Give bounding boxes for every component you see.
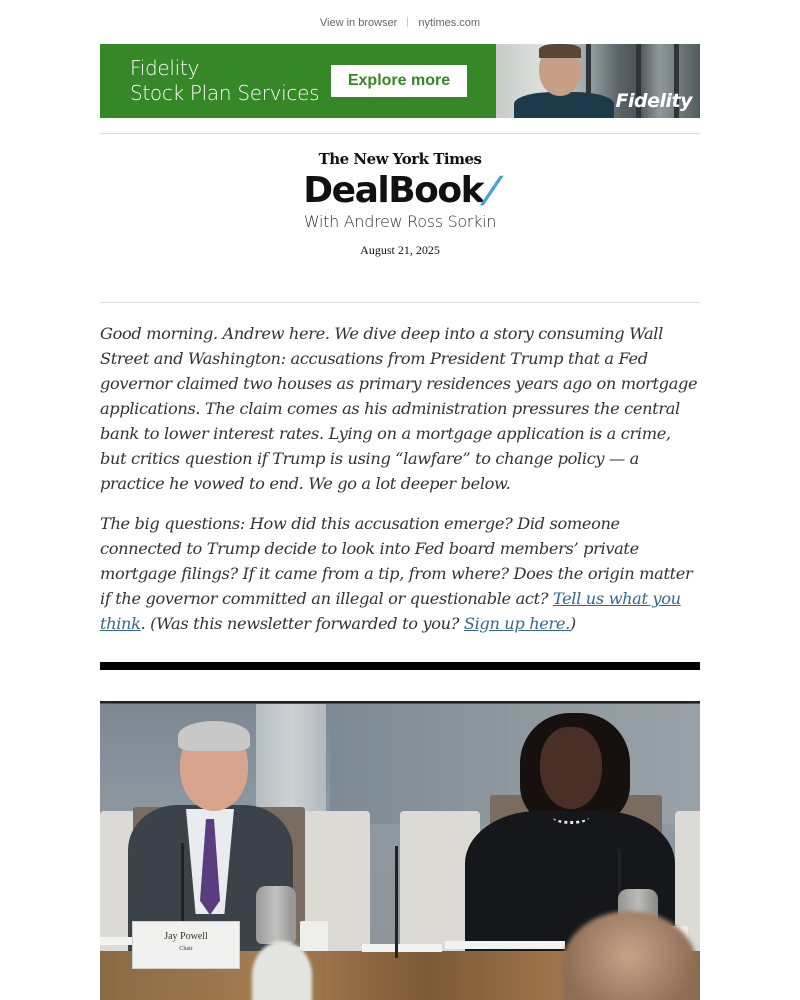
intro-text: [100, 321, 700, 651]
water-carafe: [256, 886, 296, 944]
fidelity-ad-banner[interactable]: [100, 44, 700, 118]
paper: [362, 944, 442, 952]
section-divider: [100, 662, 700, 670]
nyt-logo: The New York Times: [318, 150, 482, 168]
woman-head: [540, 727, 602, 809]
paragraph-text: . (Was this newsletter forwarded to you?: [140, 614, 464, 633]
divider: [100, 302, 700, 303]
preheader: [0, 17, 800, 29]
nameplate: [132, 921, 240, 969]
nameplate-title: Chair: [179, 946, 193, 952]
dealbook-logo: [100, 171, 700, 211]
ad-line-1: Fidelity: [130, 56, 199, 80]
photo-pillar: [256, 704, 326, 824]
pearl-necklace: [553, 811, 589, 824]
ad-line-2: Stock Plan Services: [130, 81, 320, 105]
person-hair: [539, 44, 581, 58]
ad-headline: [130, 56, 319, 106]
nytimes-link[interactable]: nytimes.com: [418, 17, 481, 29]
paragraph-text: ): [569, 614, 576, 633]
nameplate-name: Jay Powell: [164, 931, 208, 942]
person-body: [514, 92, 614, 118]
intro-paragraph-1: Good morning. Andrew here. We dive deep into a story consuming Wall Street and Washington: accusations from President Trump that a Fed governor claimed two houses as primary residences years ago on mortgage applications. The claim comes as his administration pressures the central bank to lower interest rates. Lying on a mortgage application is a crime, but critics question if Trump is using “lawfare” to change policy — a practice he vowed to end. We go a lot deeper below.: [100, 324, 698, 493]
masthead: [100, 150, 700, 258]
fidelity-logo: Fidelity: [615, 90, 692, 112]
explore-more-button[interactable]: Explore more: [331, 65, 467, 97]
feedback-link[interactable]: Tell us what you think: [100, 589, 681, 633]
microphone: [181, 843, 184, 933]
man-hair: [178, 721, 250, 751]
dealbook-title: DealBook: [303, 170, 484, 211]
intro-paragraph-2: [100, 511, 700, 636]
slash-icon: /: [477, 170, 505, 211]
divider: [407, 17, 408, 27]
divider: [100, 133, 700, 134]
paper: [445, 941, 565, 949]
issue-date: August 21, 2025: [360, 243, 440, 257]
lead-photo: [100, 701, 700, 1000]
paragraph-text: The big questions: How did this accusation emerge? Did someone connected to Trump decide to look into Fed board members’ private mortgage filings? If it came from a tip, from where? Does the origin matter if the governor committed an illegal or questionable act?: [100, 514, 693, 608]
signup-link[interactable]: Sign up here.: [463, 614, 570, 633]
byline: With Andrew Ross Sorkin: [303, 212, 497, 231]
cup: [300, 921, 328, 951]
view-in-browser-link[interactable]: View in browser: [319, 17, 398, 29]
microphone: [395, 846, 398, 958]
